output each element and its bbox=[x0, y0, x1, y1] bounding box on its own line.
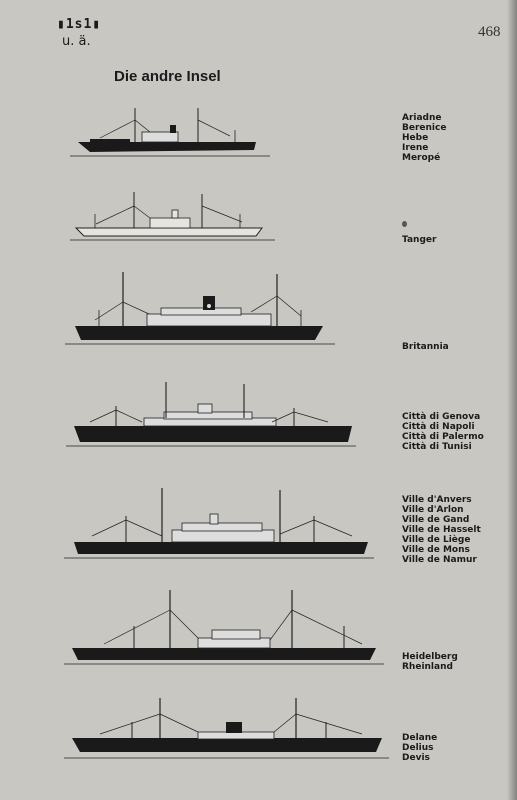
ship-silhouette-cargo-light bbox=[70, 188, 275, 243]
ship-silhouette-mail-steamer bbox=[64, 486, 374, 562]
ship-silhouette-passenger-cargo bbox=[66, 378, 356, 450]
ship-name: Città di Tunisi bbox=[402, 442, 472, 452]
ship-name: Meropé bbox=[402, 153, 441, 163]
ship-names-list bbox=[402, 342, 449, 352]
ship-name: Heidelberg bbox=[402, 652, 458, 662]
ship-name: Ville d'Arlon bbox=[402, 505, 464, 515]
ship-name: Ville d'Anvers bbox=[402, 495, 472, 505]
ship-names-list bbox=[402, 733, 437, 763]
ship-name: Devis bbox=[402, 753, 430, 763]
ship-name: Ville de Mons bbox=[402, 545, 470, 555]
ship-names-list bbox=[402, 412, 484, 452]
ship-names-list bbox=[402, 235, 436, 245]
ship-name: Ville de Hasselt bbox=[402, 525, 481, 535]
section-title: Die andre Insel bbox=[114, 68, 221, 85]
ship-name: Ville de Namur bbox=[402, 555, 477, 565]
ship-name: Ville de Gand bbox=[402, 515, 470, 525]
ship-names-list bbox=[402, 495, 481, 565]
ship-silhouette-passenger-liner bbox=[65, 270, 335, 348]
ship-name: Rheinland bbox=[402, 662, 453, 672]
ship-names-list bbox=[402, 113, 446, 163]
ship-name: Berenice bbox=[402, 123, 447, 133]
ship-name: Delius bbox=[402, 743, 434, 753]
page-number: 468 bbox=[478, 24, 501, 40]
ship-silhouette-freighter bbox=[64, 588, 384, 668]
ship-name: Città di Palermo bbox=[402, 432, 484, 442]
ship-name: Britannia bbox=[402, 342, 449, 352]
ship-silhouette-cargo-small bbox=[70, 100, 270, 160]
ship-name: Ariadne bbox=[402, 113, 442, 123]
ship-silhouette-motor-freighter bbox=[64, 696, 389, 762]
ship-name: Irene bbox=[402, 143, 429, 153]
ship-name: Delane bbox=[402, 733, 438, 743]
ship-names-list bbox=[402, 652, 458, 672]
ship-name: Ville de Liège bbox=[402, 535, 471, 545]
page-edge-shadow bbox=[507, 0, 517, 800]
ink-speck bbox=[402, 221, 407, 227]
ship-name: Città di Napoli bbox=[402, 422, 475, 432]
corner-subtext: u. ä. bbox=[62, 34, 91, 49]
ship-name: Tanger bbox=[402, 235, 437, 245]
corner-mark: ▮1s1▮ bbox=[57, 17, 102, 32]
ship-name: Città di Genova bbox=[402, 412, 481, 422]
ship-name: Hebe bbox=[402, 133, 429, 143]
